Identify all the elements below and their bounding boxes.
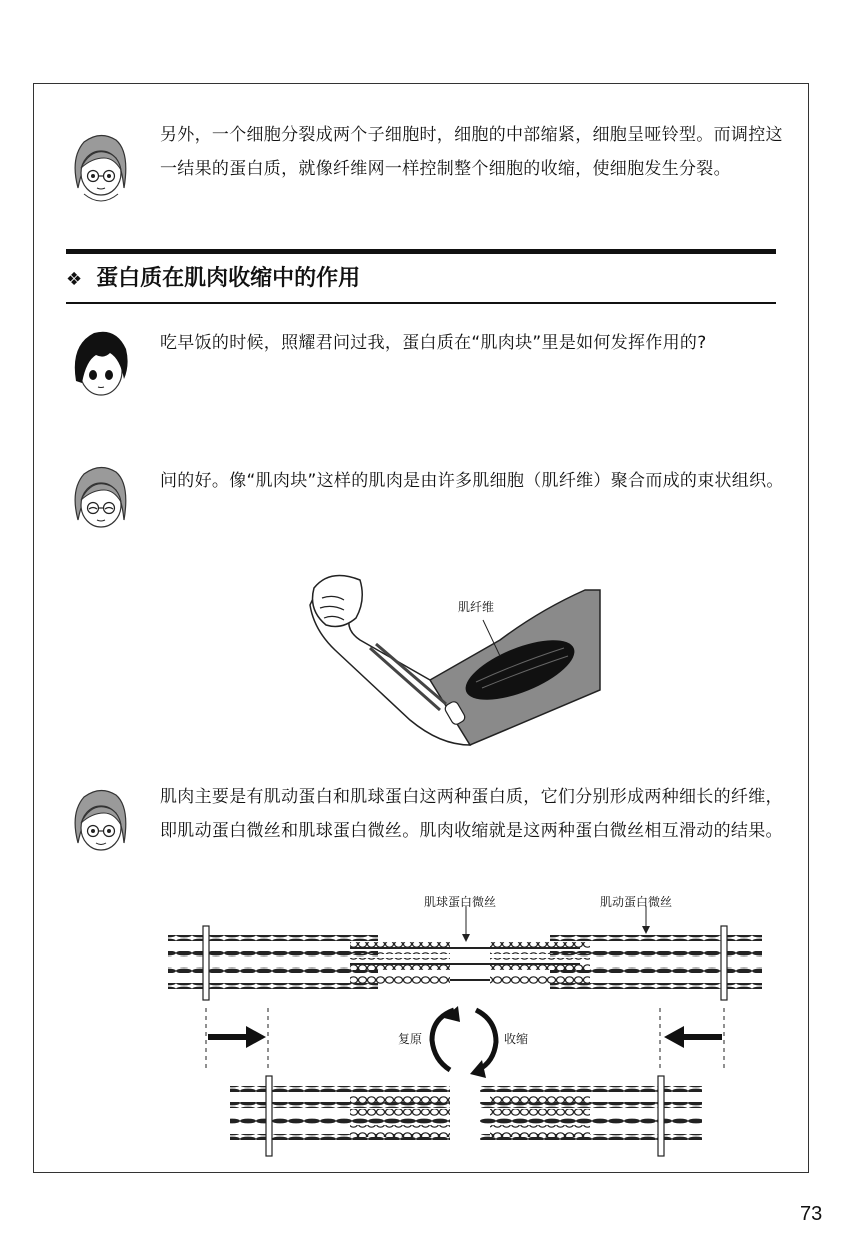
woman-with-glasses-avatar-icon	[64, 128, 136, 208]
diamond-bullet-icon: ❖	[66, 269, 83, 290]
woman-with-glasses-avatar-icon	[64, 783, 136, 863]
myosin-filament-label: 肌球蛋白微丝	[424, 895, 497, 909]
section-rule-top	[66, 249, 776, 254]
arm-muscle-illustration	[300, 570, 605, 750]
section-heading	[66, 258, 360, 300]
contracted-sarcomere	[230, 1076, 702, 1156]
paragraph-3: 问的好。像“肌肉块”这样的肌肉是由许多肌细胞（肌纤维）聚合而成的束状组织。	[160, 471, 784, 491]
contract-label: 收缩	[504, 1032, 529, 1046]
boy-avatar-icon	[64, 325, 136, 405]
restore-label: 复原	[398, 1032, 423, 1046]
contract-cycle-icon	[470, 1060, 486, 1078]
actin-filament-label: 肌动蛋白微丝	[600, 895, 673, 909]
paragraph-1: 另外，一个细胞分裂成两个子细胞时，细胞的中部缩紧，细胞呈哑铃型。而调控这一结果的蛋白质，就像纤维网一样控制整个细胞的收缩，使细胞发生分裂。	[160, 125, 783, 179]
right-arrow-icon	[246, 1026, 266, 1048]
page-number: 73	[800, 1203, 823, 1225]
sarcomere-diagram	[160, 890, 770, 1165]
muscle-fiber-label: 肌纤维	[458, 600, 495, 614]
paragraph-4: 肌肉主要是有肌动蛋白和肌球蛋白这两种蛋白质，它们分别形成两种细长的纤维，即肌动蛋白微丝和肌球蛋白微丝。肌肉收缩就是这两种蛋白微丝相互滑动的结果。	[160, 787, 783, 841]
section-title: 蛋白质在肌肉收缩中的作用	[96, 266, 361, 291]
section-rule-bottom	[66, 302, 776, 304]
paragraph-2: 吃早饭的时候，照耀君问过我，蛋白质在“肌肉块”里是如何发挥作用的?	[160, 333, 707, 353]
woman-with-glasses-avatar-icon	[64, 460, 136, 540]
left-arrow-icon	[664, 1026, 684, 1048]
